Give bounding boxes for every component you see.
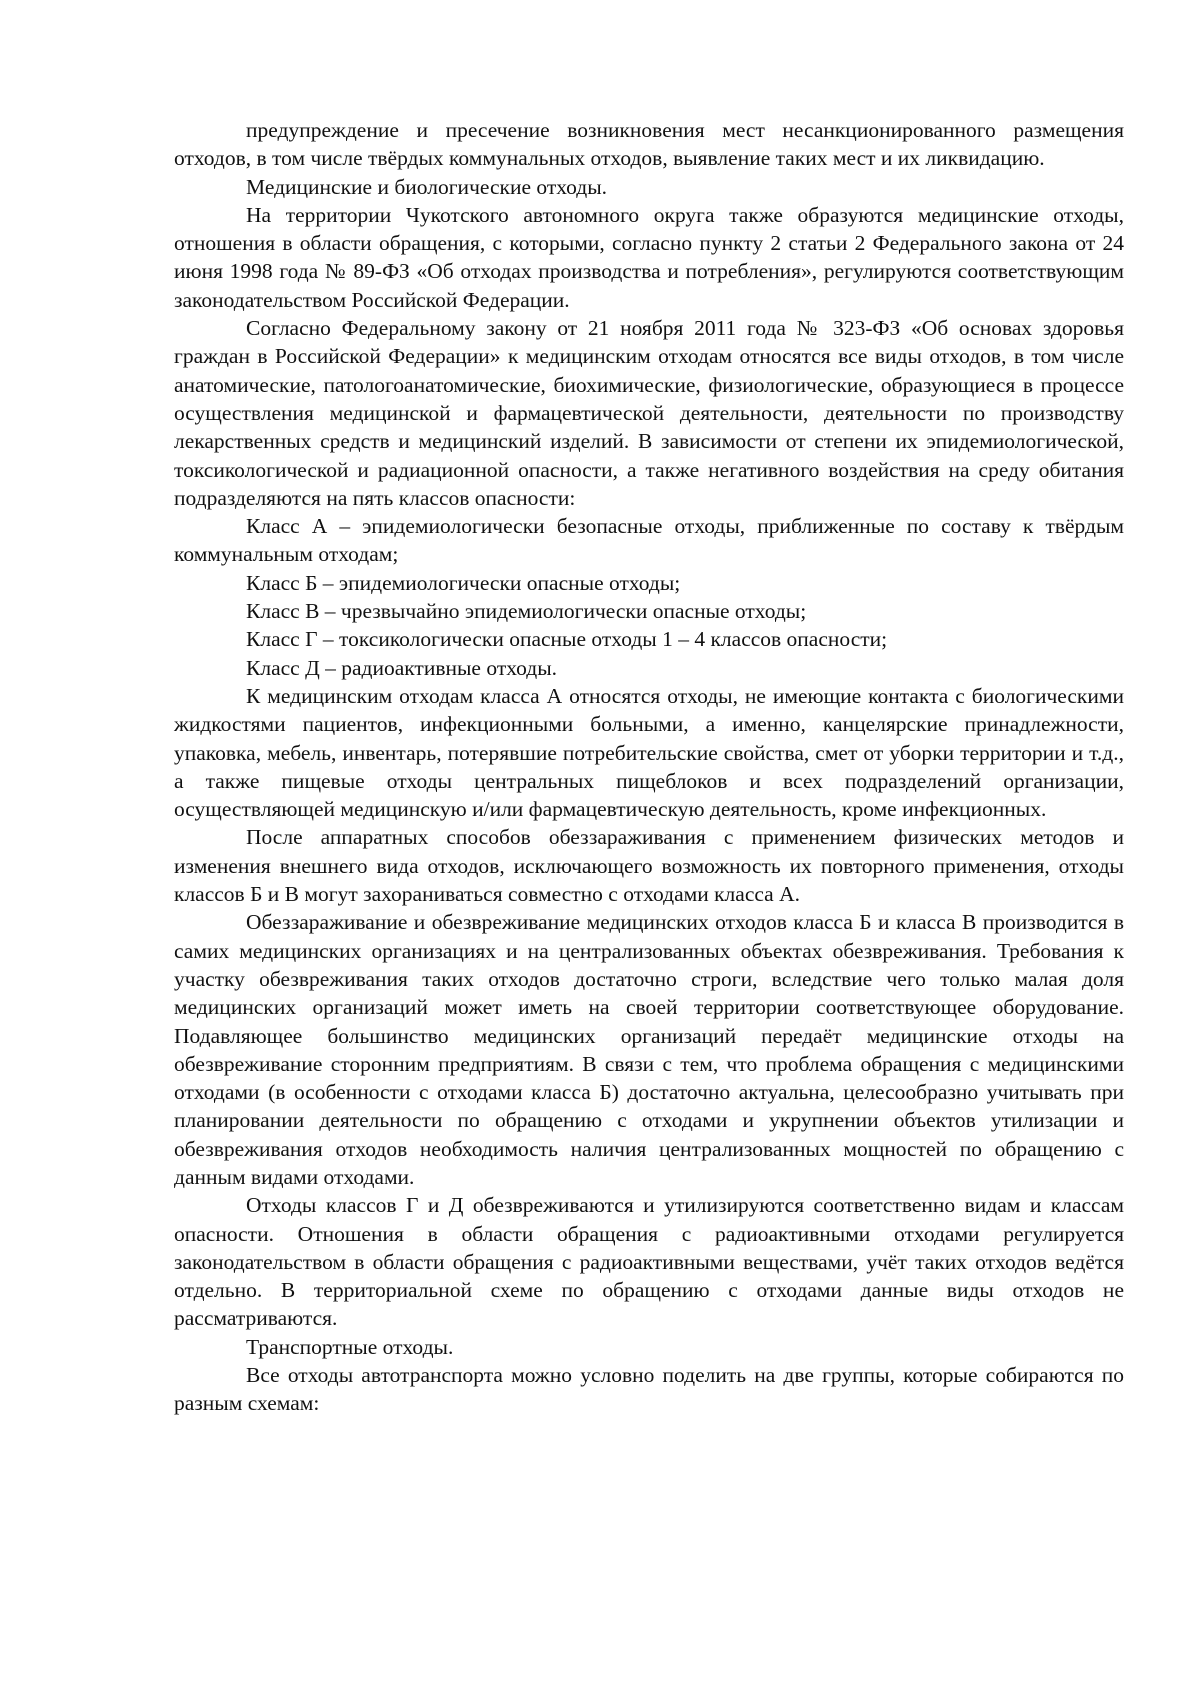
class-item-g: Класс Г – токсикологически опасные отходы 1 – 4 классов опасности;: [246, 627, 888, 652]
section-heading-transport: Транспортные отходы.: [246, 1334, 454, 1359]
paragraph: Обеззараживание и обезвреживание медицинских отходов класса Б и класса В производится в самих медицинских организациях и на централизованных объектах обезвреживания. Требования к участку обезвреживания таких отходов достаточно строги, вследствие чего только малая доля медицинских организаций может иметь на своей территории соответствующее оборудование. Подавляющее большинство медицинских организаций передаёт медицинские отходы на обезвреживание сторонним предприятиям. В связи с тем, что проблема обращения с медицинскими отходами (в особенности с отходами класса Б) достаточно актуальна, целесообразно учитывать при планировании деятельности по обращению с отходами и укрупнении объектов утилизации и обезвреживания отходов необходимость наличия централизованных мощностей по обращению с данным видами отходами.: [174, 910, 1124, 1189]
document-body: [174, 116, 1124, 1418]
class-item-b: Класс Б – эпидемиологически опасные отходы;: [246, 570, 681, 595]
paragraph: После аппаратных способов обеззараживания с применением физических методов и изменения внешнего вида отходов, исключающего возможность их повторного применения, отходы классов Б и В могут захораниваться совместно с отходами класса А.: [174, 825, 1124, 907]
paragraph: К медицинским отходам класса А относятся отходы, не имеющие контакта с биологическими жидкостями пациентов, инфекционными больными, а именно, канцелярские принадлежности, упаковка, мебель, инвентарь, потерявшие потребительские свойства, смет от уборки территории и т.д., а также пищевые отходы центральных пищеблоков и всех подразделений организации, осуществляющей медицинскую и/или фармацевтическую деятельность, кроме инфекционных.: [174, 683, 1124, 822]
paragraph: предупреждение и пресечение возникновения мест несанкционированного размещения отходов, в том числе твёрдых коммунальных отходов, выявление таких мест и их ликвидацию.: [174, 118, 1124, 171]
section-heading-medical: Медицинские и биологические отходы.: [246, 174, 608, 199]
class-item-a: Класс А – эпидемиологически безопасные отходы, приближенные по составу к твёрдым коммунальным отходам;: [174, 514, 1124, 567]
paragraph: Отходы классов Г и Д обезвреживаются и утилизируются соответственно видам и классам опасности. Отношения в области обращения с радиоактивными отходами регулируется законодательством в области обращения с радиоактивными веществами, учёт таких отходов ведётся отдельно. В территориальной схеме по обращению с отходами данные виды отходов не рассматриваются.: [174, 1193, 1124, 1331]
paragraph: На территории Чукотского автономного округа также образуются медицинские отходы, отношения в области обращения, с которыми, согласно пункту 2 статьи 2 Федерального закона от 24 июня 1998 года № 89-ФЗ «Об отходах производства и потребления», регулируются соответствующим законодательством Российской Федерации.: [174, 202, 1124, 312]
paragraph: Согласно Федеральному закону от 21 ноября 2011 года № 323-ФЗ «Об основах здоровья граждан в Российской Федерации» к медицинским отходам относятся все виды отходов, в том числе анатомические, патологоанатомические, биохимические, физиологические, образующиеся в процессе осуществления медицинской и фармацевтической деятельности, деятельности по производству лекарственных средств и медицинский изделий. В зависимости от степени их эпидемиологической, токсикологической и радиационной опасности, а также негативного воздействия на среду обитания подразделяются на пять классов опасности:: [174, 316, 1124, 510]
class-item-d: Класс Д – радиоактивные отходы.: [246, 655, 558, 680]
class-item-v: Класс В – чрезвычайно эпидемиологически опасные отходы;: [246, 599, 807, 624]
paragraph: Все отходы автотранспорта можно условно поделить на две группы, которые собираются по разным схемам:: [174, 1363, 1124, 1416]
